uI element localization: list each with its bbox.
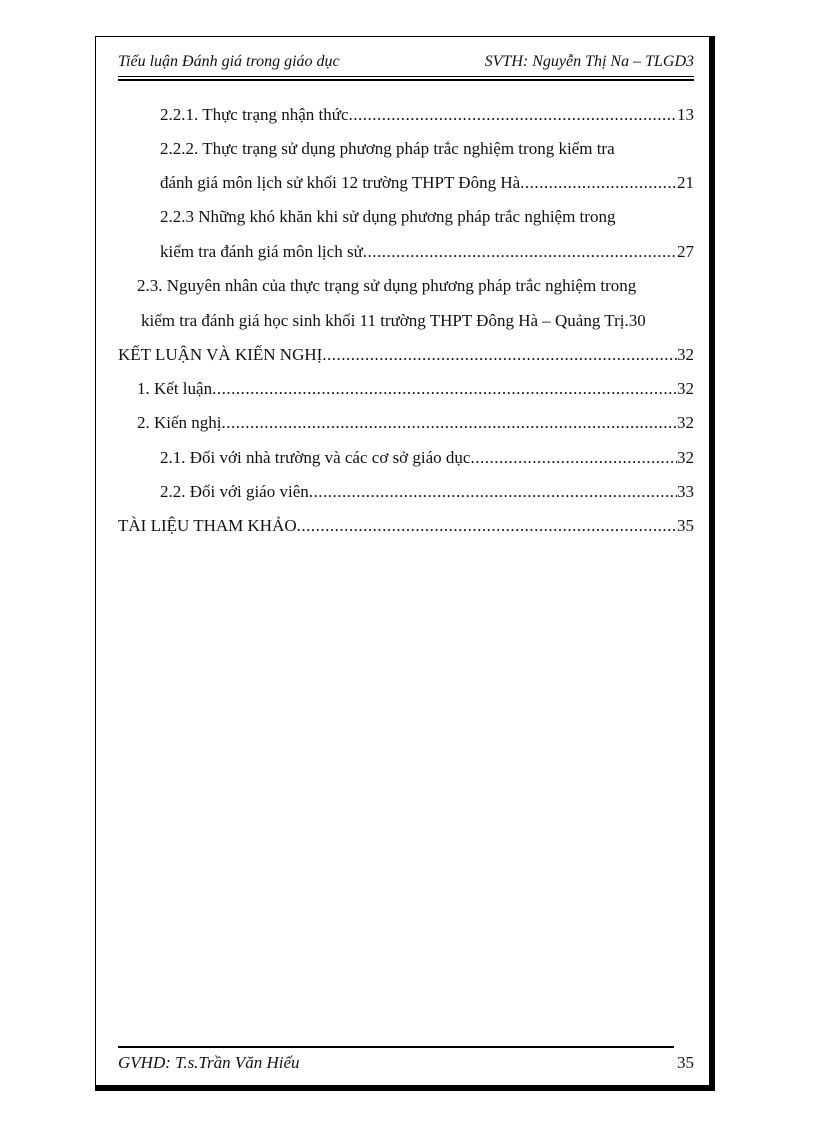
header-left-title: Tiểu luận Đánh giá trong giáo dục xyxy=(118,53,340,70)
toc-entry-2-2-1[interactable] xyxy=(160,103,694,127)
toc-entry-text: 1. Kết luận xyxy=(137,379,213,398)
toc-entry-2-3-line1[interactable]: 2.3. Nguyên nhân của thực trạng sử dụng phương pháp trắc nghiệm trong xyxy=(137,276,637,295)
toc-entry-text: đánh giá môn lịch sử khối 12 trường THPT Đông Hà xyxy=(160,173,521,192)
toc-entry-2-1[interactable] xyxy=(160,446,694,470)
toc-page-number: 13 xyxy=(677,105,694,124)
toc-page-number: 32 xyxy=(677,345,694,364)
header-rule xyxy=(118,76,694,77)
toc-entry-kien-nghi[interactable] xyxy=(137,411,694,435)
toc-entry-ket-luan-kien-nghi[interactable] xyxy=(118,343,694,367)
toc-entry-text: 2. Kiến nghị xyxy=(137,413,222,432)
toc-entry-2-2[interactable] xyxy=(160,480,694,504)
toc-entry-text: 2.2. Đối với giáo viên xyxy=(160,482,309,501)
header-right-author: SVTH: Nguyễn Thị Na – TLGD3 xyxy=(484,53,694,70)
toc-page-number: 32 xyxy=(677,413,694,432)
toc-leader-dots xyxy=(363,240,677,264)
toc-leader-dots xyxy=(349,103,677,127)
toc-page-number: 33 xyxy=(677,482,694,501)
toc-entry-text: KẾT LUẬN VÀ KIẾN NGHỊ xyxy=(118,345,323,364)
toc-leader-dots xyxy=(322,343,677,367)
toc-page-number: 21 xyxy=(677,173,694,192)
toc-entry-2-3-line2[interactable]: kiểm tra đánh giá học sinh khối 11 trường THPT Đông Hà – Quảng Trị.30 xyxy=(141,311,646,330)
toc-entry-2-2-3-line1[interactable]: 2.2.3 Những khó khăn khi sử dụng phương pháp trắc nghiệm trong xyxy=(160,207,616,226)
toc-leader-dots xyxy=(470,446,677,470)
toc-page-number: 32 xyxy=(677,448,694,467)
toc-entry-text: TÀI LIỆU THAM KHẢO xyxy=(118,516,297,535)
toc-leader-dots xyxy=(520,171,677,195)
toc-page-number: 35 xyxy=(677,516,694,535)
header-rule-thick xyxy=(118,79,694,81)
page-footer xyxy=(118,1052,694,1074)
toc-entry-ket-luan[interactable] xyxy=(137,377,694,401)
toc-entry-2-2-2[interactable] xyxy=(160,171,694,195)
toc-entry-tai-lieu-tham-khao[interactable] xyxy=(118,514,694,538)
footer-supervisor: GVHD: T.s.Trần Văn Hiếu xyxy=(118,1053,300,1072)
toc-entry-text: 2.2.1. Thực trạng nhận thức xyxy=(160,105,349,124)
page-header xyxy=(118,52,694,72)
toc-page-number: 27 xyxy=(677,242,694,261)
toc-entry-text: kiểm tra đánh giá môn lịch sử xyxy=(160,242,363,261)
toc-page-number: 32 xyxy=(677,379,694,398)
toc-entry-2-2-3[interactable] xyxy=(160,240,694,264)
toc-leader-dots xyxy=(212,377,677,401)
toc-entry-2-2-2-line1[interactable]: 2.2.2. Thực trạng sử dụng phương pháp trắc nghiệm trong kiểm tra xyxy=(160,139,615,158)
toc-leader-dots xyxy=(309,480,677,504)
toc-entry-text: 2.1. Đối với nhà trường và các cơ sở giáo dục xyxy=(160,448,471,467)
footer-rule xyxy=(118,1046,674,1048)
footer-page-number: 35 xyxy=(677,1053,694,1072)
toc-leader-dots xyxy=(222,411,677,435)
toc-leader-dots xyxy=(297,514,677,538)
